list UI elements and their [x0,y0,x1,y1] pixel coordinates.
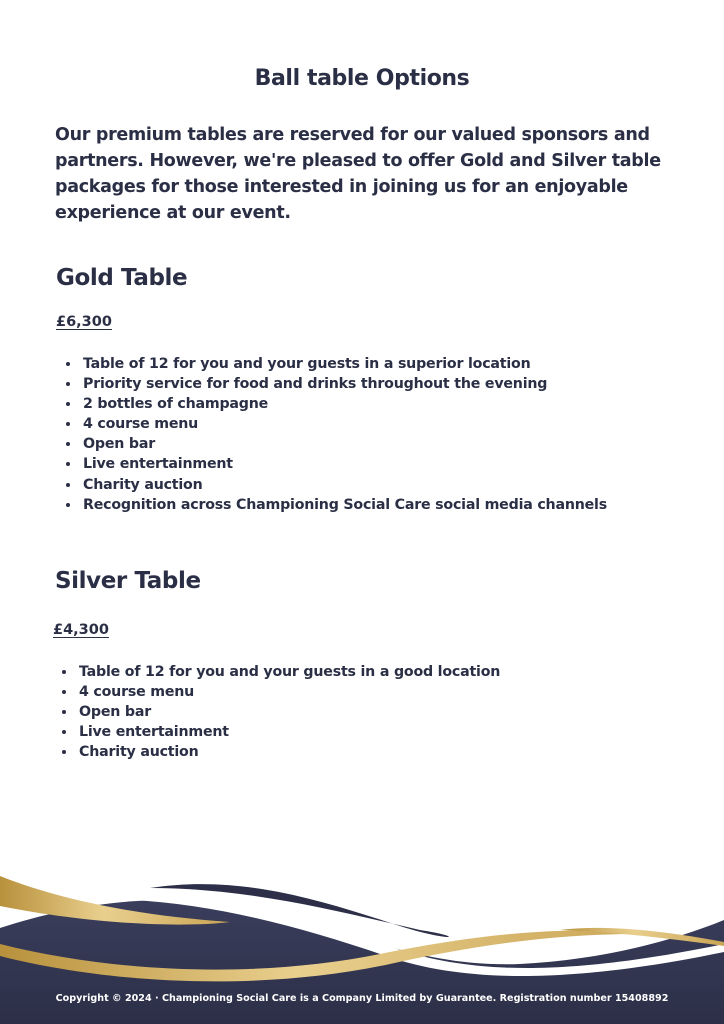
list-item: • Recognition across Championing Social Care social media channels [81,495,607,515]
list-item: • Table of 12 for you and your guests in a good location [77,662,500,682]
gold-table-price: £6,300 [56,314,112,330]
silver-table-price: £4,300 [53,622,109,638]
list-item: • Charity auction [77,742,500,762]
silver-table-title: Silver Table [55,568,201,594]
list-item: • Open bar [77,702,500,722]
gold-table-features [59,354,607,515]
gold-table-title: Gold Table [56,265,188,291]
list-item: • Charity auction [81,475,607,495]
copyright-text: Copyright © 2024 · Championing Social Care is a Company Limited by Guarantee. Registration number 15408892 [55,993,669,1004]
list-item: • Live entertainment [81,454,607,474]
silver-table-features [55,662,500,762]
list-item: • Live entertainment [77,722,500,742]
list-item: • 2 bottles of champagne [81,394,607,414]
list-item: • 4 course menu [77,682,500,702]
list-item: • 4 course menu [81,414,607,434]
intro-paragraph: Our premium tables are reserved for our valued sponsors and partners. However, we're pleased to offer Gold and Silver table packages for those interested in joining us for an enjoyable experience at our event. [55,125,661,223]
list-item: • Open bar [81,434,607,454]
list-item: • Table of 12 for you and your guests in a superior location [81,354,607,374]
page-title: Ball table Options [254,66,470,91]
list-item: • Priority service for food and drinks throughout the evening [81,374,607,394]
